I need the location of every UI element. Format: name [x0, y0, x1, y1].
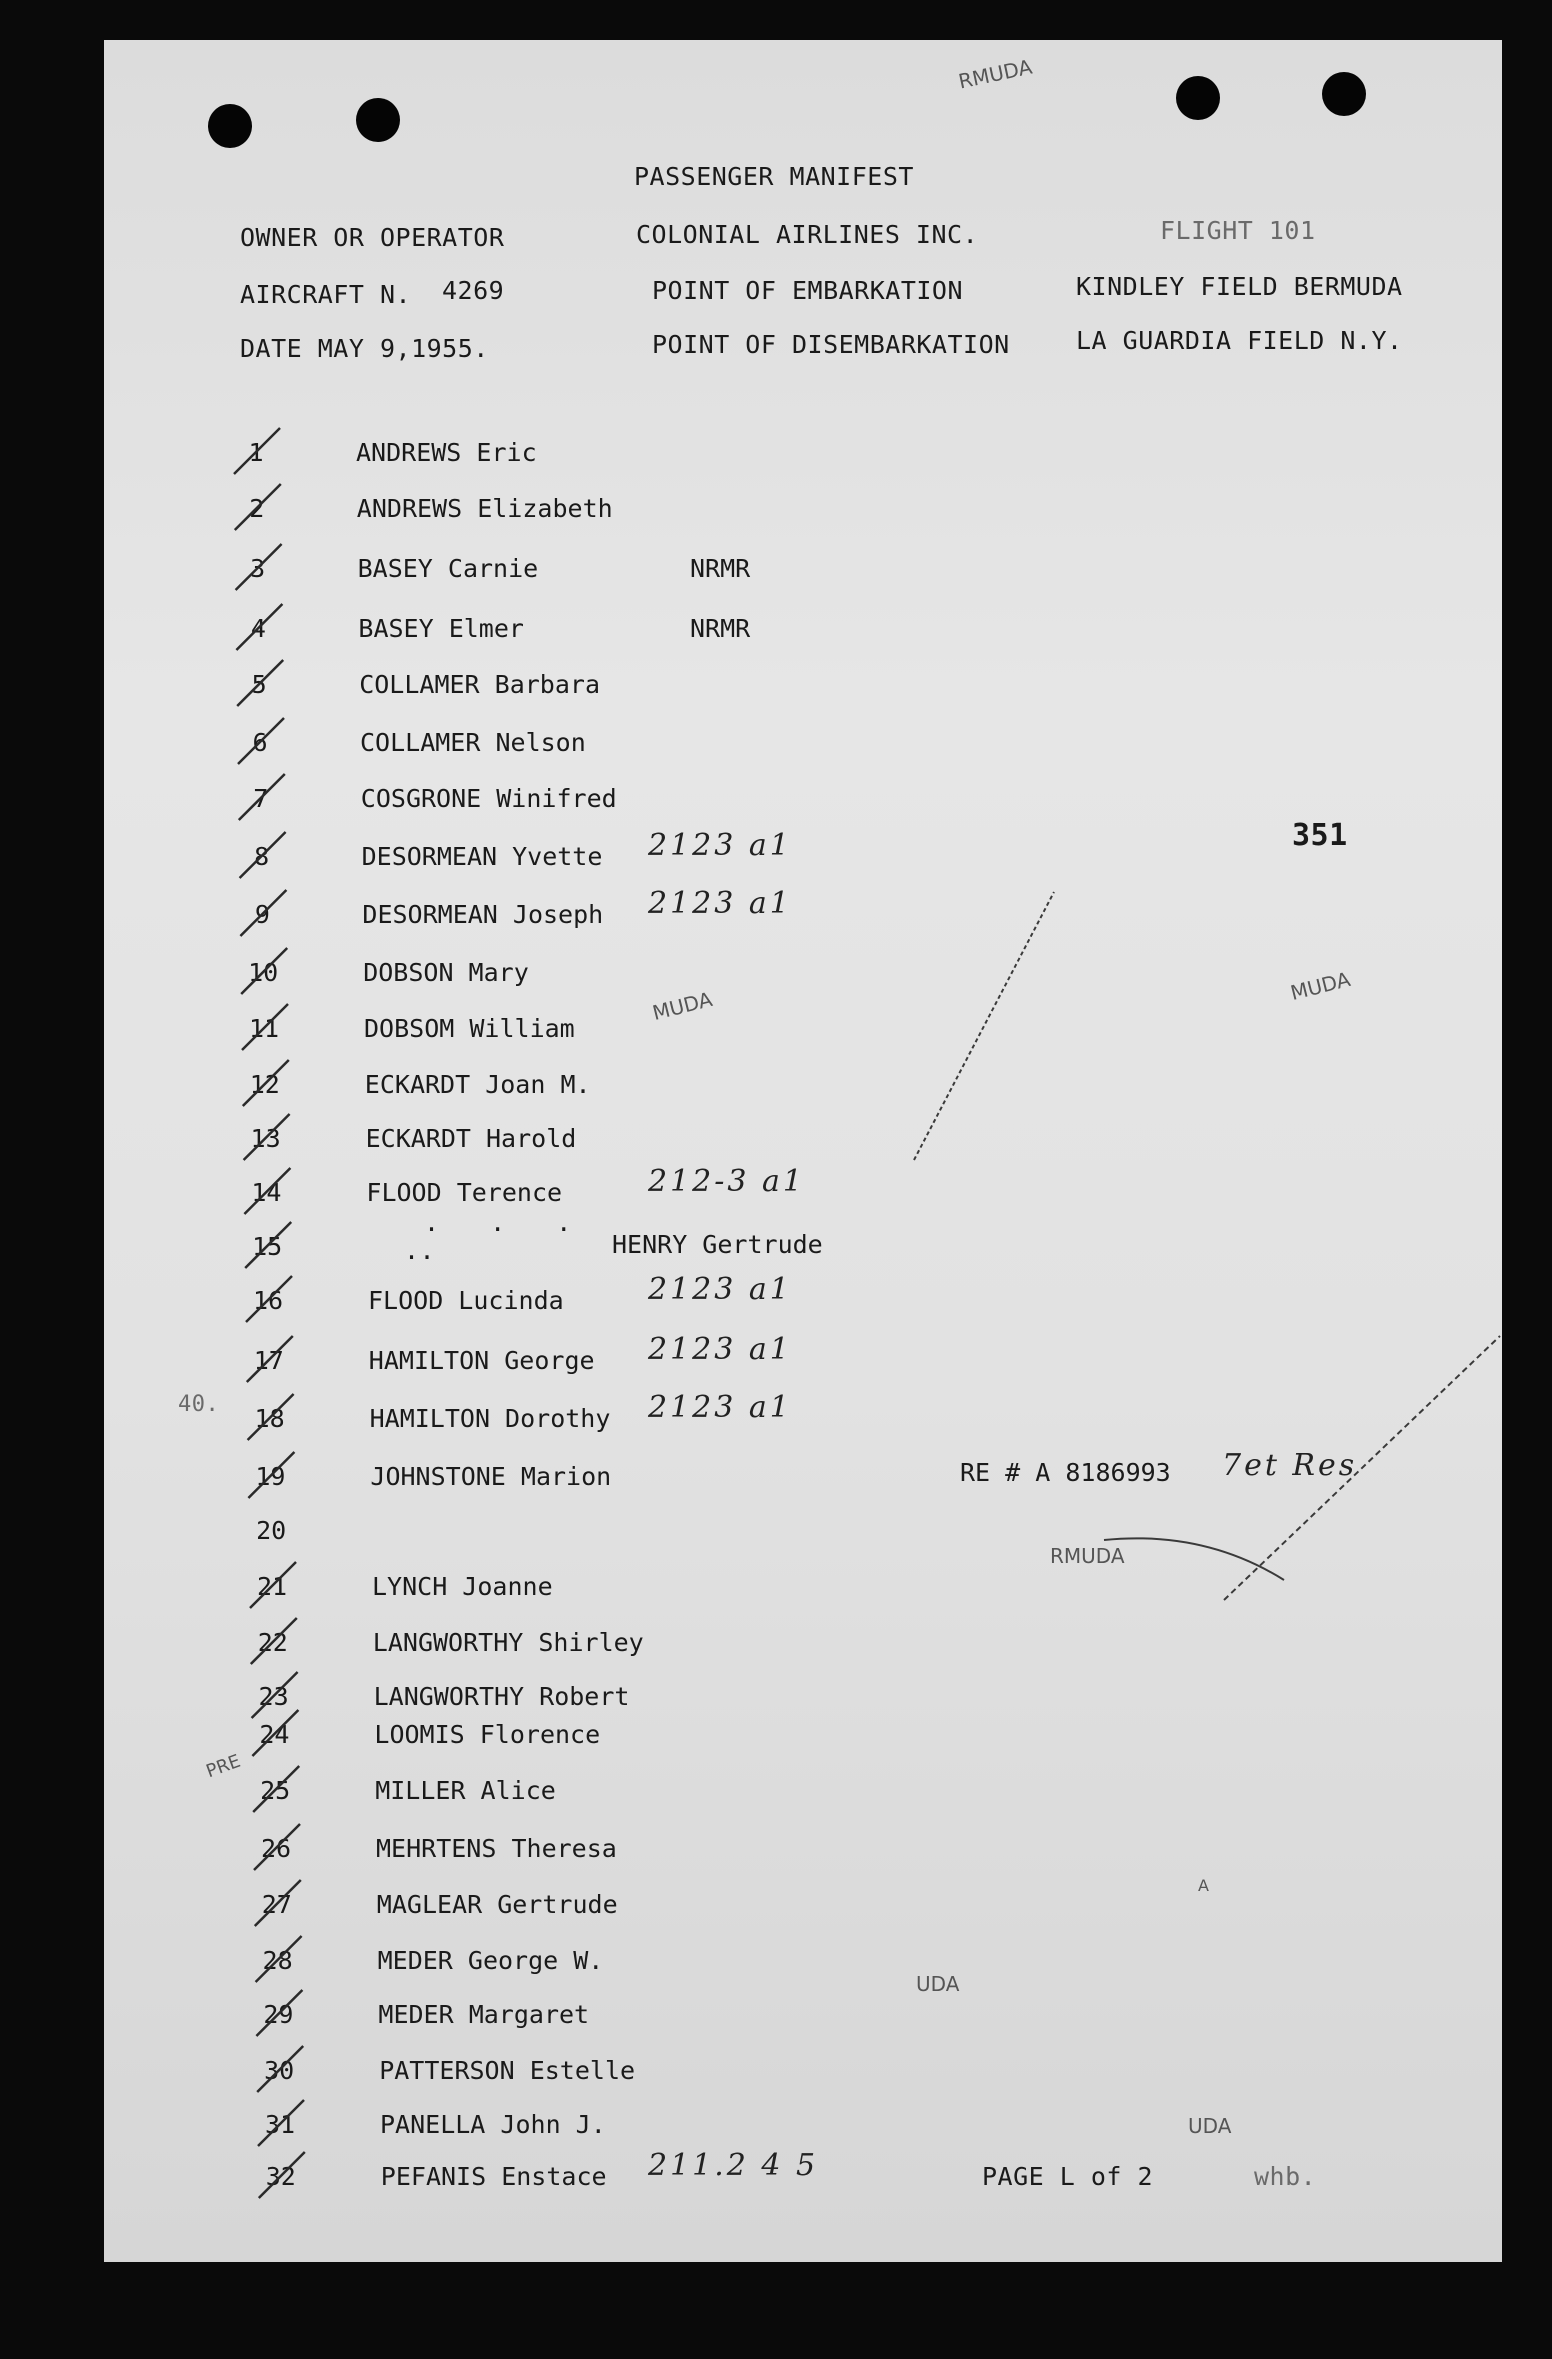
embark-label: POINT OF EMBARKATION — [652, 276, 964, 305]
passenger-number: 3 — [250, 554, 266, 583]
passenger-name: DOBSON Mary — [363, 958, 529, 987]
passenger-number: 32 — [265, 2162, 296, 2191]
check-slash — [257, 2046, 303, 2092]
passenger-number: 14 — [251, 1178, 282, 1207]
manifest-page — [104, 40, 1502, 2262]
passenger-number: 4 — [250, 614, 266, 643]
passenger-number: 13 — [250, 1124, 281, 1153]
aircraft-label: AIRCRAFT N. — [240, 280, 412, 309]
passenger-number: 28 — [262, 1946, 293, 1975]
passenger-number: 24 — [259, 1720, 290, 1749]
passenger-name: PEFANIS Enstace — [380, 2162, 607, 2191]
passenger-number: 7 — [253, 784, 269, 813]
page-count: PAGE L of 2 — [982, 2162, 1154, 2191]
passenger-name: ECKARDT Joan M. — [364, 1070, 591, 1099]
check-slash — [252, 1672, 298, 1718]
check-slash — [244, 1168, 290, 1214]
passenger-number: 10 — [248, 958, 279, 987]
check-slash — [256, 1990, 302, 2036]
stamp-text: A — [1198, 1876, 1209, 1895]
stamp-text: UDA — [1188, 2114, 1232, 2138]
check-slash — [236, 604, 282, 650]
stamp-text: UDA — [916, 1972, 960, 1996]
passenger-number: 26 — [260, 1834, 292, 1863]
check-slash — [240, 890, 286, 936]
handwritten-note: 2123 a1 — [648, 1390, 792, 1425]
handwritten-note: 2123 a1 — [648, 828, 792, 863]
check-slash — [255, 1880, 301, 1926]
passenger-name: MEHRTENS Theresa — [376, 1834, 617, 1863]
check-slash — [234, 428, 280, 474]
check-slash — [239, 774, 285, 820]
passenger-name: ECKARDT Harold — [365, 1124, 577, 1153]
handwritten-note: 211.2 4 5 — [648, 2148, 819, 2183]
passenger-name: LOOMIS Florence — [374, 1720, 601, 1749]
passenger-note: RE # A 8186993 — [960, 1458, 1171, 1487]
passenger-number: 22 — [257, 1628, 288, 1657]
embark-point: KINDLEY FIELD BERMUDA — [1076, 272, 1403, 301]
passenger-number: 12 — [249, 1070, 280, 1099]
disembark-label: POINT OF DISEMBARKATION — [652, 330, 1010, 359]
check-slash — [252, 1710, 298, 1756]
handwritten-note: 2123 a1 — [648, 1332, 792, 1367]
handwritten-note: 7et Res — [1222, 1448, 1358, 1483]
passenger-note: NRMR — [690, 614, 751, 643]
check-slash — [247, 1336, 293, 1382]
dots: . . . — [424, 1208, 590, 1237]
check-slash — [248, 1452, 294, 1498]
passenger-number: 8 — [254, 842, 270, 871]
passenger-number: 15 — [252, 1232, 283, 1261]
manifest-date: DATE MAY 9,1955. — [240, 334, 489, 363]
stamp-text: MUDA — [649, 987, 715, 1025]
check-slash — [245, 1222, 291, 1268]
disembark-point: LA GUARDIA FIELD N.Y. — [1076, 326, 1403, 355]
passenger-note: NRMR — [690, 554, 751, 583]
dots: .. — [404, 1236, 436, 1265]
check-slash — [250, 1562, 296, 1608]
passenger-number: 27 — [261, 1890, 292, 1919]
passenger-number: 17 — [253, 1346, 284, 1375]
passenger-number: 20 — [256, 1516, 287, 1545]
page-number: 351 — [1292, 818, 1348, 853]
check-slash — [238, 718, 284, 764]
passenger-number: 1 — [248, 438, 264, 467]
stamp-text: RMUDA — [956, 54, 1035, 94]
check-slash — [248, 1394, 294, 1440]
stamp-text: PRE — [203, 1750, 244, 1783]
pencil-stroke — [914, 892, 1054, 1160]
passenger-name: COSGRONE Winifred — [360, 784, 617, 813]
passenger-name: COLLAMER Nelson — [360, 728, 586, 757]
check-slash — [254, 1824, 300, 1870]
passenger-name: HENRY Gertrude — [612, 1230, 823, 1259]
passenger-name: LANGWORTHY Shirley — [372, 1628, 644, 1657]
operator-name: COLONIAL AIRLINES INC. — [636, 220, 979, 249]
flight-number: FLIGHT 101 — [1160, 216, 1316, 245]
check-slash — [253, 1766, 299, 1812]
passenger-number: 25 — [260, 1776, 291, 1805]
passenger-name: MAGLEAR Gertrude — [376, 1890, 618, 1919]
passenger-number: 23 — [258, 1682, 289, 1711]
passenger-name: HAMILTON George — [368, 1346, 595, 1375]
passenger-number: 16 — [252, 1286, 284, 1315]
check-slash — [236, 544, 282, 590]
pencil-marks — [104, 40, 1502, 2262]
passenger-name: MILLER Alice — [375, 1776, 556, 1805]
passenger-name: LYNCH Joanne — [372, 1572, 553, 1601]
passenger-name: FLOOD Lucinda — [368, 1286, 564, 1315]
owner-label: OWNER OR OPERATOR — [240, 223, 505, 252]
passenger-number: 2 — [249, 494, 265, 523]
passenger-name: HAMILTON Dorothy — [369, 1404, 611, 1433]
passenger-number: 6 — [252, 728, 268, 757]
passenger-name: FLOOD Terence — [366, 1178, 563, 1207]
passenger-name: COLLAMER Barbara — [359, 670, 601, 699]
passenger-name: PATTERSON Estelle — [379, 2056, 636, 2085]
passenger-name: MEDER Margaret — [378, 2000, 590, 2029]
passenger-number: 30 — [264, 2056, 295, 2085]
check-slash — [244, 1114, 290, 1160]
check-slash — [235, 484, 281, 530]
passenger-number: 31 — [264, 2110, 296, 2139]
passenger-name: MEDER George W. — [377, 1946, 604, 1975]
handwritten-note: 212-3 a1 — [648, 1164, 805, 1199]
pencil-stroke — [1224, 1336, 1500, 1600]
passenger-name: BASEY Elmer — [358, 614, 524, 643]
passenger-name: BASEY Carnie — [357, 554, 539, 583]
passenger-number: 11 — [248, 1014, 280, 1043]
passenger-name: DESORMEAN Joseph — [362, 900, 604, 929]
passenger-name: DESORMEAN Yvette — [361, 842, 603, 871]
passenger-number: 18 — [254, 1404, 285, 1433]
passenger-name: JOHNSTONE Marion — [370, 1462, 612, 1491]
aircraft-number: 4269 — [442, 276, 505, 305]
check-slash — [259, 2152, 305, 2198]
passenger-number: 9 — [254, 900, 270, 929]
handwritten-note: 2123 a1 — [648, 1272, 792, 1307]
check-slash — [242, 1004, 288, 1050]
check-slash — [258, 2100, 304, 2146]
check-slash — [256, 1936, 302, 1982]
passenger-name: ANDREWS Eric — [356, 438, 537, 467]
stamp-text: MUDA — [1287, 967, 1353, 1005]
check-slash — [241, 948, 287, 994]
stamp-text: RMUDA — [1050, 1544, 1125, 1568]
margin-mark: 40. — [178, 1392, 220, 1417]
passenger-name: ANDREWS Elizabeth — [356, 494, 613, 523]
check-slash — [251, 1618, 297, 1664]
clerk-initials: whb. — [1254, 2162, 1317, 2191]
check-slash — [246, 1276, 292, 1322]
passenger-number: 19 — [255, 1462, 286, 1491]
passenger-number: 5 — [251, 670, 267, 699]
check-slash — [237, 660, 283, 706]
passenger-number: 29 — [263, 2000, 294, 2029]
passenger-name: LANGWORTHY Robert — [373, 1682, 630, 1711]
check-slash — [243, 1060, 289, 1106]
passenger-name: PANELLA John J. — [380, 2110, 606, 2139]
handwritten-note: 2123 a1 — [648, 886, 792, 921]
passenger-number: 21 — [256, 1572, 288, 1601]
passenger-name: DOBSOM William — [364, 1014, 575, 1043]
check-slash — [240, 832, 286, 878]
pencil-stroke — [1104, 1538, 1284, 1580]
manifest-title: PASSENGER MANIFEST — [634, 162, 914, 191]
